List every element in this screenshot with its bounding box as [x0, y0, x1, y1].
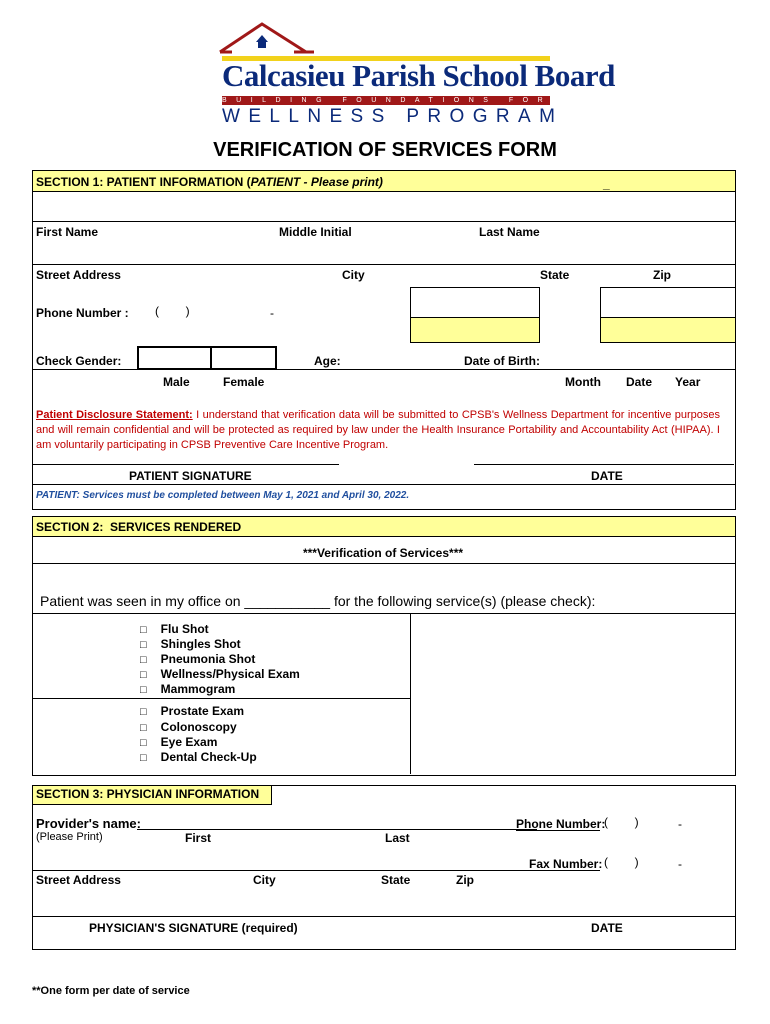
physician-fax-line: [529, 870, 600, 871]
gender-female-box[interactable]: [210, 346, 277, 370]
service-wellness-exam[interactable]: [140, 667, 300, 681]
street-address-label: Street Address: [36, 268, 121, 282]
row-line-services: [32, 613, 735, 614]
phone-dash: -: [270, 306, 274, 320]
section1-title-italic: PATIENT - Please print): [250, 175, 383, 189]
male-label: Male: [163, 375, 190, 389]
org-tagline: BUILDING FOUNDATIONS FOR THE FUTURE: [222, 97, 703, 104]
section2-title: SECTION 2: SERVICES RENDERED: [36, 520, 242, 534]
service-shingles-shot[interactable]: [140, 637, 241, 651]
phone-paren: ( ): [155, 304, 190, 318]
dob-label: Date of Birth:: [464, 354, 540, 368]
city-label: City: [342, 268, 365, 282]
checkbox-icon[interactable]: □: [140, 722, 147, 734]
last-name-label: Last Name: [479, 225, 540, 239]
physician-fax-paren: ( ): [604, 855, 639, 869]
service-flu-shot[interactable]: [140, 622, 209, 636]
physician-zip-label: Zip: [456, 873, 474, 887]
service-colonoscopy[interactable]: [140, 720, 237, 734]
service-label: Wellness/Physical Exam: [160, 667, 300, 681]
physician-phone-paren: ( ): [604, 815, 639, 829]
verification-heading: ***Verification of Services***: [302, 546, 464, 560]
physician-fax-label: Fax Number:: [529, 857, 603, 871]
provider-first-label: First: [185, 831, 212, 845]
checkbox-icon[interactable]: □: [140, 624, 147, 636]
row-line-services-mid: [32, 698, 410, 699]
program-name: WELLNESS PROGRAM: [222, 106, 564, 127]
service-prostate-exam[interactable]: [140, 704, 244, 718]
state-box-lower[interactable]: [410, 317, 540, 343]
state-label: State: [540, 268, 570, 282]
checkbox-icon[interactable]: □: [140, 669, 147, 681]
service-label: Pneumonia Shot: [160, 652, 256, 666]
section3-title: SECTION 3: PHYSICIAN INFORMATION: [36, 787, 260, 801]
gender-male-box[interactable]: [137, 346, 212, 370]
checkbox-icon[interactable]: □: [140, 752, 147, 764]
section1-title: [36, 175, 383, 189]
physician-date-label: DATE: [591, 921, 623, 935]
footer-note: **One form per date of service: [32, 985, 190, 997]
seen-text: Patient was seen in my office on ___________ for the following service(s) (please check):: [40, 593, 596, 609]
checkbox-icon[interactable]: □: [140, 654, 147, 666]
service-mammogram[interactable]: [140, 682, 235, 696]
service-label: Flu Shot: [160, 622, 209, 636]
disclosure-label: Patient Disclosure Statement:: [36, 409, 193, 421]
section1-title-text: SECTION 1: PATIENT INFORMATION (: [36, 175, 251, 189]
service-label: Eye Exam: [160, 735, 218, 749]
patient-date-line: [474, 464, 734, 465]
checkbox-icon[interactable]: □: [140, 737, 147, 749]
service-label: Dental Check-Up: [160, 750, 257, 764]
zip-label: Zip: [653, 268, 671, 282]
service-dental-checkup[interactable]: [140, 750, 257, 764]
service-label: Shingles Shot: [160, 637, 241, 651]
row-line-physician-address: [32, 870, 529, 871]
female-label: Female: [223, 375, 265, 389]
month-label: Month: [565, 375, 601, 389]
physician-signature-line: [32, 916, 735, 917]
row-line-address: [32, 264, 735, 265]
zip-box-lower[interactable]: [600, 317, 736, 343]
schoolhouse-roof-icon: [218, 20, 318, 56]
disclosure-text: I understand that verification data will be submitted to CPSB's Wellness Department for incentive purposes and will remain confidential and will be protected as required by law under the Health Insurance Portability and Accountability Act (HIPAA). I am voluntarily participating in CPSB Preventive Care Incentive Program.: [36, 409, 721, 451]
service-label: Prostate Exam: [160, 704, 245, 718]
service-label: Colonoscopy: [160, 720, 237, 734]
provider-name-line: [137, 829, 537, 830]
services-divider: [410, 613, 411, 774]
state-box[interactable]: [410, 287, 540, 319]
physician-fax-dash: -: [678, 857, 682, 871]
physician-phone-label: Phone Number:: [516, 817, 606, 831]
patient-signature-line: [33, 464, 339, 465]
row-line-verification: [32, 563, 735, 564]
please-print-label: (Please Print): [36, 831, 103, 843]
row-line-name: [32, 221, 735, 222]
provider-last-label: Last: [385, 831, 410, 845]
check-gender-label: Check Gender:: [36, 354, 122, 368]
year-label: Year: [675, 375, 701, 389]
patient-signature-label: PATIENT SIGNATURE: [129, 469, 252, 483]
patient-date-label: DATE: [591, 469, 623, 483]
checkbox-icon[interactable]: □: [140, 684, 147, 696]
section1-title-tail: _: [603, 177, 610, 191]
org-name: Calcasieu Parish School Board: [222, 58, 615, 93]
checkbox-icon[interactable]: □: [140, 639, 147, 651]
middle-initial-label: Middle Initial: [279, 225, 352, 239]
provider-name-label: Provider's name:: [36, 816, 141, 831]
physician-phone-line: [516, 830, 600, 831]
patient-note: PATIENT: Services must be completed between May 1, 2021 and April 30, 2022.: [36, 490, 410, 501]
disclosure-statement: [36, 408, 720, 453]
phone-label: Phone Number :: [36, 306, 129, 320]
physician-city-label: City: [253, 873, 276, 887]
physician-phone-dash: -: [678, 817, 682, 831]
physician-signature-label: PHYSICIAN'S SIGNATURE (required): [89, 921, 298, 935]
row-line-patient-note: [32, 484, 735, 485]
form-title: VERIFICATION OF SERVICES FORM: [213, 139, 557, 161]
service-label: Mammogram: [160, 682, 236, 696]
zip-box[interactable]: [600, 287, 736, 319]
date-label-dob: Date: [626, 375, 653, 389]
age-label: Age:: [314, 354, 341, 368]
physician-state-label: State: [381, 873, 411, 887]
service-pneumonia-shot[interactable]: [140, 652, 255, 666]
row-line-gender: [32, 369, 735, 370]
service-eye-exam[interactable]: [140, 735, 217, 749]
checkbox-icon[interactable]: □: [140, 706, 147, 718]
physician-street-label: Street Address: [36, 873, 121, 887]
first-name-label: First Name: [36, 225, 99, 239]
